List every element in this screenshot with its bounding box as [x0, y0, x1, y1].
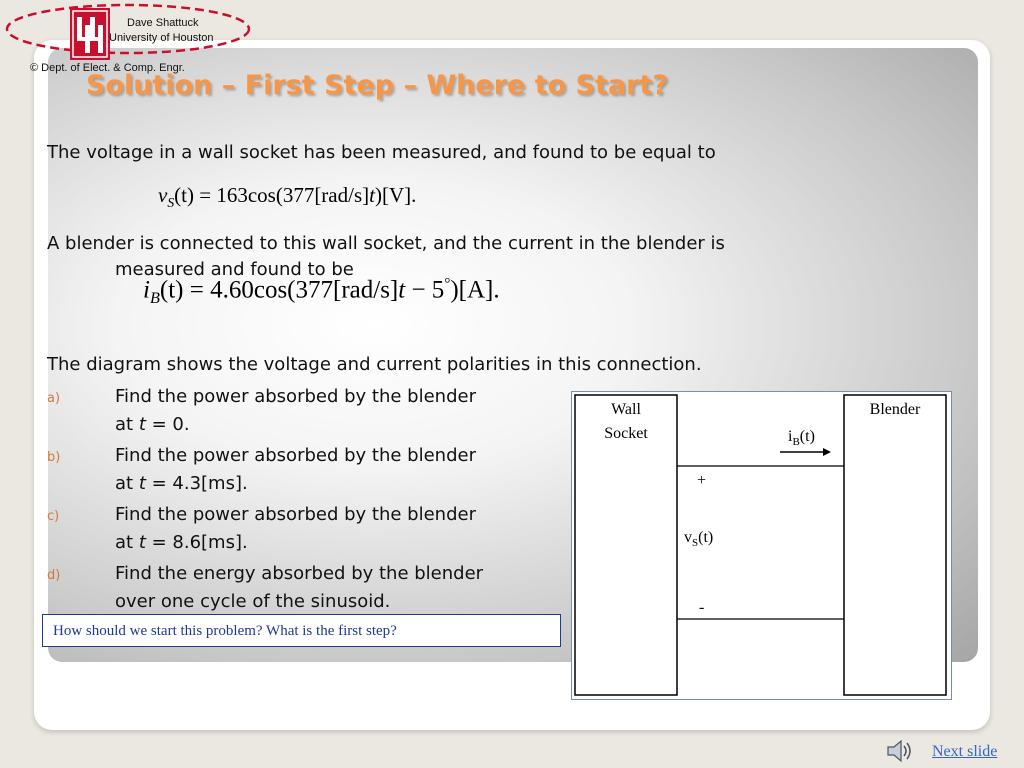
blender-text-line2: measured and found to be: [115, 259, 354, 280]
diagram-intro-text: The diagram shows the voltage and current polarities in this connection.: [47, 354, 702, 375]
next-slide-link[interactable]: Next slide: [932, 743, 998, 760]
speaker-icon[interactable]: [884, 738, 916, 764]
list-item-line1: Find the energy absorbed by the blender: [115, 563, 484, 584]
voltage-label-sub: S: [692, 537, 699, 549]
university-logo-icon: [70, 8, 110, 60]
list-item-pre: at: [115, 414, 139, 435]
intro-text: The voltage in a wall socket has been measured, and found to be equal to: [47, 142, 716, 163]
current-sub: B: [149, 289, 160, 308]
copyright-text: © Dept. of Elect. & Comp. Engr.: [30, 62, 185, 74]
list-item-line2: [115, 411, 190, 439]
list-item-pre: over one cycle of the sinusoid.: [115, 591, 391, 612]
voltage-equation: [158, 183, 416, 211]
list-item-line2: [115, 588, 390, 616]
list-item-post: = 0.: [145, 414, 190, 435]
voltage-rhs-b: )[V].: [374, 183, 417, 207]
header-dashed-oval: [4, 2, 252, 56]
list-marker: a): [47, 391, 61, 406]
list-item-pre: at: [115, 532, 139, 553]
list-item-var: t: [138, 473, 146, 494]
voltage-arg: (t): [174, 183, 194, 207]
current-var: i: [143, 276, 150, 304]
list-item-line1: Find the power absorbed by the blender: [115, 445, 476, 466]
list-item-post: = 4.3[ms].: [145, 473, 248, 494]
circuit-diagram: [571, 391, 952, 700]
blender-box: [844, 395, 946, 695]
list-item-var: t: [138, 532, 146, 553]
current-rhs-a: = 4.60cos(377[rad/s]: [183, 276, 399, 304]
blender-text-line1: A blender is connected to this wall socket, and the current in the blender is: [47, 233, 725, 254]
current-deg: °: [444, 276, 451, 292]
slide-title: Solution – First Step – Where to Start?: [86, 70, 669, 101]
current-t: t: [398, 276, 406, 304]
prompt-box: How should we start this problem? What is the first step?: [42, 614, 561, 647]
voltage-label-arg: (t): [698, 529, 714, 546]
blender-label: Blender: [869, 401, 921, 418]
list-item-pre: at: [115, 473, 139, 494]
voltage-label-var: v: [684, 529, 692, 546]
voltage-sub: S: [167, 194, 175, 210]
list-item-line1: Find the power absorbed by the blender: [115, 504, 476, 525]
socket-label: Socket: [604, 425, 648, 442]
current-rhs-b: − 5: [405, 276, 445, 304]
current-equation: [143, 276, 500, 308]
list-marker: d): [47, 568, 61, 583]
list-marker: b): [47, 450, 61, 465]
list-item-post: = 8.6[ms].: [145, 532, 248, 553]
voltage-t: t: [369, 183, 375, 207]
current-rhs-c: )[A].: [450, 276, 500, 304]
current-arg: (t): [159, 276, 184, 304]
voltage-var: v: [158, 183, 168, 207]
current-label-arg: (t): [799, 428, 815, 445]
list-item-line1: Find the power absorbed by the blender: [115, 386, 476, 407]
current-label-sub: B: [792, 436, 800, 448]
current-label-var: i: [788, 428, 793, 445]
institution-name: University of Houston: [109, 32, 214, 44]
minus-sign: -: [699, 599, 705, 616]
list-marker: c): [47, 509, 60, 524]
voltage-rhs-a: = 163cos(377[rad/s]: [193, 183, 370, 207]
list-item-line2: [115, 470, 248, 498]
plus-sign: +: [697, 472, 707, 489]
author-name: Dave Shattuck: [127, 17, 199, 29]
list-item-var: t: [138, 414, 146, 435]
wall-label: Wall: [611, 401, 641, 418]
list-item-line2: [115, 529, 248, 557]
